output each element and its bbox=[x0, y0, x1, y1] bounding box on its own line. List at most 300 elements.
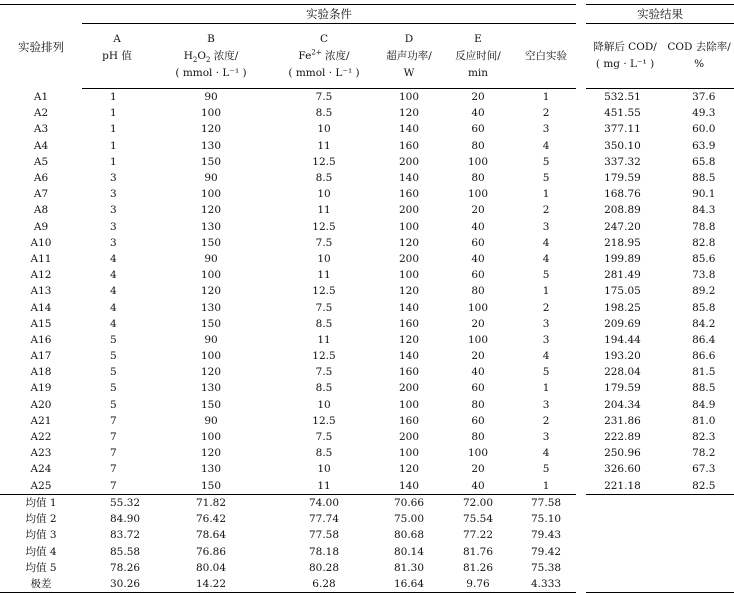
gap bbox=[576, 299, 586, 315]
row-id: A10 bbox=[30, 236, 52, 249]
header-column-row bbox=[0, 24, 734, 89]
row-id: A19 bbox=[30, 382, 52, 395]
value-e: 80 bbox=[471, 285, 485, 298]
empty-cell bbox=[586, 494, 664, 511]
row-id: A14 bbox=[30, 301, 52, 314]
mean-value: 81.76 bbox=[462, 545, 494, 558]
row-id: A8 bbox=[33, 204, 49, 217]
value-e: 100 bbox=[467, 333, 489, 346]
mean-label: 极差 bbox=[0, 576, 82, 593]
value-d: 160 bbox=[398, 317, 420, 330]
row-id: A23 bbox=[30, 447, 52, 460]
gap bbox=[576, 316, 586, 332]
value-d: 100 bbox=[398, 220, 420, 233]
table-row bbox=[0, 332, 734, 348]
mean-value: 77.58 bbox=[308, 529, 340, 542]
value-e: 80 bbox=[471, 431, 485, 444]
value-e: 40 bbox=[471, 479, 485, 492]
value-e: 20 bbox=[471, 204, 485, 217]
group-gap bbox=[576, 5, 586, 24]
gap bbox=[576, 397, 586, 413]
table-row bbox=[0, 397, 734, 413]
value-d: 120 bbox=[398, 285, 420, 298]
empty-cell bbox=[664, 544, 734, 560]
mean-value: 30.26 bbox=[82, 576, 152, 593]
mean-value: 83.72 bbox=[110, 529, 141, 542]
col-b-unit: ( mmol · L⁻¹ ) bbox=[175, 66, 247, 79]
value-cod: 326.60 bbox=[604, 463, 641, 476]
row-id: A5 bbox=[33, 155, 49, 168]
value-cod: 179.59 bbox=[604, 382, 641, 395]
value-c: 8.5 bbox=[315, 172, 333, 185]
value-e: 80 bbox=[471, 398, 485, 411]
value-rate: 84.9 bbox=[692, 398, 716, 411]
table-row bbox=[0, 283, 734, 299]
table-row bbox=[0, 89, 734, 106]
col-e-name: 反应时间/ bbox=[455, 49, 501, 62]
row-id: A22 bbox=[30, 431, 52, 444]
gap bbox=[576, 219, 586, 235]
value-a: 5 bbox=[110, 350, 117, 363]
value-cod: 228.04 bbox=[604, 366, 641, 379]
value-a: 7 bbox=[110, 447, 117, 460]
col-header-c bbox=[270, 24, 378, 89]
value-c: 7.5 bbox=[315, 366, 333, 379]
gap bbox=[576, 202, 586, 218]
value-b: 130 bbox=[200, 382, 222, 395]
empty-cell bbox=[586, 527, 664, 543]
value-rate: 82.5 bbox=[692, 479, 716, 492]
value-blank: 4 bbox=[542, 252, 550, 265]
mean-value: 75.54 bbox=[462, 513, 494, 526]
value-c: 10 bbox=[317, 398, 331, 411]
value-a: 3 bbox=[110, 236, 117, 249]
table-row bbox=[0, 348, 734, 364]
gap bbox=[576, 267, 586, 283]
value-blank: 5 bbox=[542, 366, 550, 379]
gap bbox=[576, 544, 586, 560]
value-d: 100 bbox=[398, 398, 420, 411]
value-rate: 67.3 bbox=[692, 463, 716, 476]
value-cod: 193.20 bbox=[604, 350, 641, 363]
value-rate: 86.6 bbox=[692, 350, 716, 363]
value-rate: 88.5 bbox=[692, 382, 716, 395]
gap bbox=[576, 429, 586, 445]
empty-cell bbox=[664, 511, 734, 527]
value-blank: 5 bbox=[542, 172, 550, 185]
value-c: 11 bbox=[317, 333, 331, 346]
value-c: 11 bbox=[317, 204, 331, 217]
value-b: 130 bbox=[200, 463, 222, 476]
row-id: A2 bbox=[33, 107, 49, 120]
value-blank: 2 bbox=[542, 414, 550, 427]
mean-value: 76.42 bbox=[195, 513, 227, 526]
value-a: 5 bbox=[110, 398, 117, 411]
col-header-b bbox=[152, 24, 270, 89]
value-d: 200 bbox=[398, 382, 420, 395]
value-c: 8.5 bbox=[315, 317, 333, 330]
mean-value: 75.00 bbox=[393, 513, 425, 526]
value-a: 7 bbox=[110, 463, 117, 476]
value-e: 60 bbox=[471, 236, 485, 249]
value-d: 140 bbox=[398, 301, 420, 314]
gap bbox=[576, 364, 586, 380]
table-row bbox=[0, 429, 734, 445]
gap bbox=[576, 251, 586, 267]
value-a: 5 bbox=[110, 366, 117, 379]
value-c: 7.5 bbox=[315, 431, 333, 444]
value-d: 160 bbox=[398, 139, 420, 152]
value-blank: 1 bbox=[542, 382, 550, 395]
value-e: 40 bbox=[471, 107, 485, 120]
col-d-unit: W bbox=[403, 66, 415, 79]
empty-cell bbox=[586, 544, 664, 560]
col-c-name: $Fe^{2+}$ 浓度/ bbox=[298, 48, 350, 62]
value-cod: 198.25 bbox=[604, 301, 641, 314]
value-cod: 250.96 bbox=[604, 447, 641, 460]
value-a: 1 bbox=[110, 107, 117, 120]
table-row bbox=[0, 235, 734, 251]
value-c: 10 bbox=[317, 463, 331, 476]
mean-label: 均值 3 bbox=[25, 529, 57, 542]
mean-value: 80.14 bbox=[393, 545, 425, 558]
mean-value: 80.28 bbox=[308, 562, 340, 575]
mean-row bbox=[0, 511, 734, 527]
value-d: 140 bbox=[398, 172, 420, 185]
value-b: 90 bbox=[204, 91, 218, 104]
mean-value: 75.38 bbox=[531, 562, 562, 575]
value-e: 60 bbox=[471, 123, 485, 136]
value-rate: 90.1 bbox=[692, 188, 716, 201]
value-rate: 85.8 bbox=[692, 301, 716, 314]
col-blank-name: 空白实验 bbox=[525, 49, 568, 62]
value-blank: 1 bbox=[542, 188, 550, 201]
table-row bbox=[0, 445, 734, 461]
value-rate: 49.3 bbox=[692, 107, 716, 120]
value-blank: 5 bbox=[542, 463, 550, 476]
value-a: 4 bbox=[110, 252, 117, 265]
header-gap bbox=[576, 24, 586, 89]
value-c: 12.5 bbox=[312, 220, 336, 233]
value-a: 1 bbox=[110, 123, 117, 136]
mean-value: 78.26 bbox=[110, 562, 141, 575]
mean-value: 70.66 bbox=[378, 494, 440, 511]
value-blank: 4 bbox=[542, 350, 550, 363]
mean-value: 9.76 bbox=[440, 576, 516, 593]
value-cod: 222.89 bbox=[604, 431, 641, 444]
table-row bbox=[0, 299, 734, 315]
mean-row bbox=[0, 544, 734, 560]
mean-value: 75.10 bbox=[531, 513, 562, 526]
row-id: A18 bbox=[30, 366, 52, 379]
gap bbox=[576, 576, 586, 593]
value-rate: 84.2 bbox=[692, 317, 716, 330]
value-cod: 199.89 bbox=[604, 252, 641, 265]
value-blank: 1 bbox=[542, 91, 550, 104]
col-a-letter: A bbox=[113, 32, 121, 45]
value-a: 3 bbox=[110, 188, 117, 201]
value-c: 11 bbox=[317, 479, 331, 492]
value-c: 12.5 bbox=[312, 285, 336, 298]
mean-value: 84.90 bbox=[110, 513, 141, 526]
value-e: 40 bbox=[471, 252, 485, 265]
value-e: 80 bbox=[471, 139, 485, 152]
value-cod: 451.55 bbox=[604, 107, 641, 120]
value-a: 3 bbox=[110, 204, 117, 217]
value-e: 20 bbox=[471, 350, 485, 363]
mean-value: 71.82 bbox=[152, 494, 270, 511]
value-c: 7.5 bbox=[315, 236, 333, 249]
col-cod-name: 降解后 COD/ bbox=[593, 41, 657, 53]
value-rate: 86.4 bbox=[692, 333, 716, 346]
value-b: 90 bbox=[204, 252, 218, 265]
mean-value: 79.43 bbox=[531, 529, 562, 542]
value-a: 4 bbox=[110, 317, 117, 330]
mean-row bbox=[0, 527, 734, 543]
gap bbox=[576, 283, 586, 299]
value-rate: 78.2 bbox=[692, 447, 716, 460]
row-id: A4 bbox=[33, 139, 49, 152]
value-e: 40 bbox=[471, 366, 485, 379]
value-a: 1 bbox=[110, 91, 117, 104]
mean-label: 均值 4 bbox=[25, 545, 57, 558]
group-header-results: 实验结果 bbox=[586, 5, 734, 24]
value-c: 10 bbox=[317, 188, 331, 201]
row-id: A24 bbox=[30, 463, 52, 476]
value-rate: 84.3 bbox=[692, 204, 716, 217]
value-cod: 350.10 bbox=[604, 139, 641, 152]
value-d: 120 bbox=[398, 463, 420, 476]
row-id: A7 bbox=[33, 188, 49, 201]
gap bbox=[576, 89, 586, 106]
gap bbox=[576, 380, 586, 396]
value-b: 150 bbox=[200, 317, 222, 330]
gap bbox=[576, 105, 586, 121]
value-d: 140 bbox=[398, 350, 420, 363]
value-c: 7.5 bbox=[315, 91, 333, 104]
empty-cell bbox=[664, 576, 734, 593]
gap bbox=[576, 348, 586, 364]
col-header-id: 实验排列 bbox=[0, 5, 82, 89]
gap bbox=[576, 478, 586, 495]
value-d: 160 bbox=[398, 414, 420, 427]
value-cod: 209.69 bbox=[604, 317, 641, 330]
table-row bbox=[0, 186, 734, 202]
value-rate: 37.6 bbox=[692, 91, 716, 104]
empty-cell bbox=[664, 527, 734, 543]
value-b: 90 bbox=[204, 172, 218, 185]
value-b: 150 bbox=[200, 236, 222, 249]
row-id: A16 bbox=[30, 333, 52, 346]
value-c: 12.5 bbox=[312, 350, 336, 363]
value-blank: 1 bbox=[542, 285, 550, 298]
value-cod: 221.18 bbox=[604, 479, 641, 492]
value-b: 100 bbox=[200, 431, 222, 444]
gap bbox=[576, 235, 586, 251]
value-d: 140 bbox=[398, 479, 420, 492]
mean-value: 81.30 bbox=[393, 562, 425, 575]
mean-value: 80.68 bbox=[393, 529, 425, 542]
value-e: 40 bbox=[471, 220, 485, 233]
mean-value: 78.64 bbox=[195, 529, 227, 542]
gap bbox=[576, 511, 586, 527]
value-b: 150 bbox=[200, 398, 222, 411]
value-e: 60 bbox=[471, 269, 485, 282]
value-rate: 60.0 bbox=[692, 123, 716, 136]
value-rate: 85.6 bbox=[692, 252, 716, 265]
value-b: 120 bbox=[200, 366, 222, 379]
mean-value: 76.86 bbox=[195, 545, 227, 558]
table-row bbox=[0, 105, 734, 121]
value-rate: 88.5 bbox=[692, 172, 716, 185]
table-row bbox=[0, 478, 734, 495]
value-c: 11 bbox=[317, 269, 331, 282]
col-e-letter: E bbox=[474, 32, 482, 45]
mean-value: 79.42 bbox=[531, 545, 562, 558]
col-rate-unit: % bbox=[694, 58, 705, 70]
value-blank: 3 bbox=[542, 431, 550, 444]
mean-value: 85.58 bbox=[110, 545, 141, 558]
mean-row bbox=[0, 560, 734, 576]
value-a: 5 bbox=[110, 333, 117, 346]
value-e: 80 bbox=[471, 172, 485, 185]
empty-cell bbox=[664, 494, 734, 511]
mean-value: 74.00 bbox=[270, 494, 378, 511]
value-d: 100 bbox=[398, 269, 420, 282]
table-row bbox=[0, 251, 734, 267]
value-rate: 81.0 bbox=[692, 414, 716, 427]
value-a: 4 bbox=[110, 285, 117, 298]
col-header-cod bbox=[586, 24, 664, 89]
value-a: 1 bbox=[110, 139, 117, 152]
gap bbox=[576, 461, 586, 477]
row-id: A17 bbox=[30, 350, 52, 363]
value-d: 140 bbox=[398, 123, 420, 136]
table-row bbox=[0, 219, 734, 235]
value-cod: 532.51 bbox=[604, 91, 641, 104]
mean-value: 80.04 bbox=[195, 562, 227, 575]
value-e: 100 bbox=[467, 155, 489, 168]
value-b: 120 bbox=[200, 447, 222, 460]
value-blank: 5 bbox=[542, 155, 550, 168]
value-e: 100 bbox=[467, 188, 489, 201]
value-rate: 65.8 bbox=[692, 155, 716, 168]
value-blank: 3 bbox=[542, 333, 550, 346]
experiment-table bbox=[0, 4, 734, 593]
mean-rows bbox=[0, 494, 734, 593]
mean-label: 均值 2 bbox=[25, 513, 57, 526]
col-rate-name: COD 去除率/ bbox=[667, 41, 731, 53]
value-e: 20 bbox=[471, 463, 485, 476]
value-blank: 3 bbox=[542, 317, 550, 330]
gap bbox=[576, 332, 586, 348]
value-c: 8.5 bbox=[315, 447, 333, 460]
table-row bbox=[0, 316, 734, 332]
value-blank: 3 bbox=[542, 398, 550, 411]
value-b: 100 bbox=[200, 350, 222, 363]
value-b: 130 bbox=[200, 220, 222, 233]
value-c: 8.5 bbox=[315, 107, 333, 120]
gap bbox=[576, 121, 586, 137]
value-b: 120 bbox=[200, 123, 222, 136]
mean-value: 81.26 bbox=[462, 562, 494, 575]
mean-value: 77.22 bbox=[462, 529, 494, 542]
value-a: 3 bbox=[110, 220, 117, 233]
value-d: 200 bbox=[398, 204, 420, 217]
value-d: 200 bbox=[398, 431, 420, 444]
col-c-unit: ( mmol · L⁻¹ ) bbox=[288, 66, 360, 79]
value-c: 12.5 bbox=[312, 414, 336, 427]
row-id: A1 bbox=[33, 90, 49, 103]
value-b: 120 bbox=[200, 285, 222, 298]
value-cod: 231.86 bbox=[604, 414, 641, 427]
row-id: A21 bbox=[30, 414, 52, 427]
group-header-conditions: 实验条件 bbox=[82, 5, 576, 24]
empty-cell bbox=[664, 560, 734, 576]
value-a: 7 bbox=[110, 479, 117, 492]
gap bbox=[576, 413, 586, 429]
value-a: 4 bbox=[110, 269, 117, 282]
col-header-blank bbox=[516, 24, 576, 89]
row-id: A3 bbox=[33, 123, 49, 136]
table-row bbox=[0, 138, 734, 154]
gap bbox=[576, 527, 586, 543]
table-row bbox=[0, 267, 734, 283]
gap bbox=[576, 445, 586, 461]
value-a: 5 bbox=[110, 382, 117, 395]
value-b: 90 bbox=[204, 414, 218, 427]
mean-value: 72.00 bbox=[440, 494, 516, 511]
value-a: 1 bbox=[110, 155, 117, 168]
col-a-name: pH 值 bbox=[102, 49, 132, 62]
col-cod-unit: ( mg · L⁻¹ ) bbox=[595, 58, 655, 70]
col-d-name: 超声功率/ bbox=[386, 49, 432, 62]
value-a: 7 bbox=[110, 414, 117, 427]
value-cod: 218.95 bbox=[604, 236, 641, 249]
value-cod: 179.59 bbox=[604, 172, 641, 185]
row-id: A13 bbox=[30, 285, 52, 298]
table-row bbox=[0, 170, 734, 186]
value-rate: 78.8 bbox=[692, 220, 716, 233]
value-cod: 175.05 bbox=[604, 285, 641, 298]
col-header-e bbox=[440, 24, 516, 89]
row-id: A20 bbox=[30, 398, 52, 411]
value-b: 150 bbox=[200, 155, 222, 168]
table-row bbox=[0, 413, 734, 429]
mean-value: 6.28 bbox=[270, 576, 378, 593]
value-rate: 63.9 bbox=[692, 139, 716, 152]
value-b: 100 bbox=[200, 188, 222, 201]
col-d-letter: D bbox=[404, 32, 414, 45]
row-id: A25 bbox=[30, 479, 52, 492]
value-blank: 2 bbox=[542, 204, 550, 217]
value-c: 11 bbox=[317, 139, 331, 152]
mean-row bbox=[0, 494, 734, 511]
mean-value: 77.58 bbox=[516, 494, 576, 511]
value-b: 130 bbox=[200, 139, 222, 152]
value-c: 10 bbox=[317, 252, 331, 265]
row-id: A15 bbox=[30, 317, 52, 330]
value-rate: 82.8 bbox=[692, 236, 716, 249]
value-d: 100 bbox=[398, 91, 420, 104]
value-cod: 377.11 bbox=[604, 123, 641, 136]
empty-cell bbox=[586, 560, 664, 576]
row-id: A11 bbox=[30, 252, 52, 265]
value-rate: 81.5 bbox=[692, 366, 716, 379]
value-blank: 2 bbox=[542, 107, 550, 120]
value-b: 100 bbox=[200, 107, 222, 120]
mean-label: 均值 1 bbox=[0, 494, 82, 511]
